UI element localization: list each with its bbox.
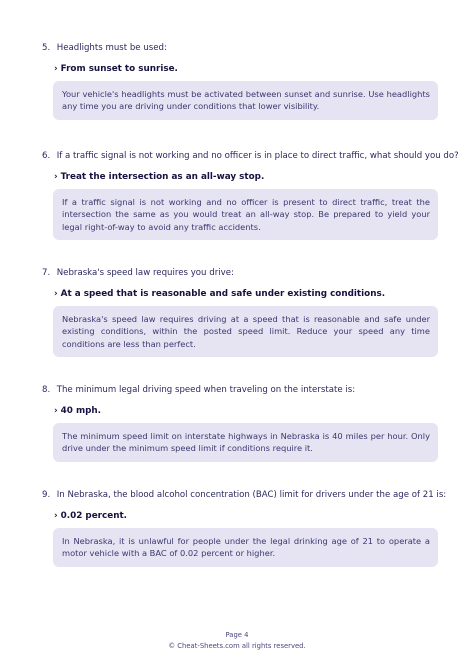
answer-marker-icon: › bbox=[54, 289, 58, 299]
explanation-box: The minimum speed limit on interstate highways in Nebraska is 40 miles per hour. Only drive under the minimum speed limit if conditions require it. bbox=[53, 423, 438, 462]
copyright-notice: © Cheat-Sheets.com all rights reserved. bbox=[168, 642, 306, 650]
question-text: 8. The minimum legal driving speed when traveling on the interstate is: bbox=[42, 385, 356, 395]
question-number: 6. bbox=[42, 151, 51, 161]
explanation-box: Nebraska's speed law requires driving at a speed that is reasonable and safe under existing conditions, within the posted speed limit. Reduce your speed any time conditions are less than perfect. bbox=[53, 306, 438, 357]
answer-text: › 40 mph. bbox=[54, 406, 102, 416]
question-text: 6. If a traffic signal is not working and no officer is in place to direct traffic, what should you do? bbox=[42, 151, 459, 161]
answer-marker-icon: › bbox=[54, 64, 58, 74]
question-text: 7. Nebraska's speed law requires you drive: bbox=[42, 268, 234, 278]
question-block bbox=[42, 489, 447, 567]
answer-marker-icon: › bbox=[54, 511, 58, 521]
answer-text: › 0.02 percent. bbox=[54, 511, 127, 521]
explanation-box: In Nebraska, it is unlawful for people under the legal drinking age of 21 to operate a motor vehicle with a BAC of 0.02 percent or higher. bbox=[53, 528, 438, 567]
question-text: 9. In Nebraska, the blood alcohol concentration (BAC) limit for drivers under the age of 21 is: bbox=[42, 490, 447, 500]
answer-text: › From sunset to sunrise. bbox=[54, 64, 178, 74]
question-number: 7. bbox=[42, 268, 51, 278]
page-number: Page 4 bbox=[225, 631, 249, 639]
explanation-box: If a traffic signal is not working and no officer is present to direct traffic, treat the intersection the same as you would treat an all-way stop. Be prepared to yield your legal right-of-way to avoid any traffic accidents. bbox=[53, 189, 438, 240]
page-footer bbox=[0, 630, 474, 652]
question-block bbox=[42, 384, 438, 462]
question-number: 8. bbox=[42, 385, 51, 395]
answer-text: › Treat the intersection as an all-way stop. bbox=[54, 172, 265, 182]
question-block bbox=[42, 42, 438, 120]
answer-marker-icon: › bbox=[54, 406, 58, 416]
question-number: 5. bbox=[42, 43, 51, 53]
question-number: 9. bbox=[42, 490, 51, 500]
explanation-box: Your vehicle's headlights must be activated between sunset and sunrise. Use headlights any time you are driving under conditions that lower visibility. bbox=[53, 81, 438, 120]
question-block bbox=[42, 150, 459, 240]
answer-text: › At a speed that is reasonable and safe under existing conditions. bbox=[54, 289, 386, 299]
question-text: 5. Headlights must be used: bbox=[42, 43, 167, 53]
answer-marker-icon: › bbox=[54, 172, 58, 182]
question-block bbox=[42, 267, 438, 357]
